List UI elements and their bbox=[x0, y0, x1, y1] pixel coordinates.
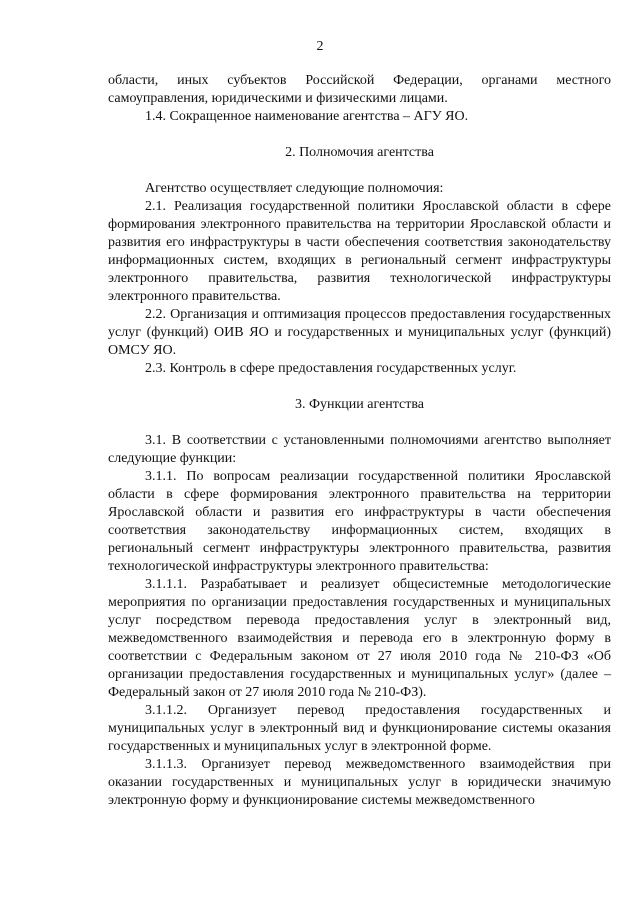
paragraph: 3.1.1.3. Организует перевод межведомственного взаимодействия при оказании государственных и муниципальных услуг в юридически значимую электронную форму и функционирование системы межведомственного bbox=[108, 757, 611, 808]
paragraph: 3.1.1.2. Организует перевод предоставления государственных и муниципальных услуг в электронный вид и функционирование системы оказания государственных и муниципальных услуг в электронной форме. bbox=[108, 703, 611, 754]
paragraph: 3.1.1. По вопросам реализации государственной политики Ярославской области в сфере формирования электронного правительства на территории Ярославской области и развития его инфраструктуры в части обеспечения соответствия законодательству информационных систем, входящих в региональный сегмент инфраструктуры электронного правительства, развития технологической инфраструктуры электронного правительства: bbox=[108, 469, 611, 574]
document-body bbox=[108, 72, 611, 810]
section-heading: 2. Полномочия агентства bbox=[285, 145, 434, 160]
paragraph: Агентство осуществляет следующие полномочия: bbox=[145, 181, 444, 196]
paragraph: 2.1. Реализация государственной политики Ярославской области в сфере формирования электронного правительства на территории Ярославской области и развития его инфраструктуры в части обеспечения соответствия законодательству информационных систем, входящих в региональный сегмент инфраструктуры электронного правительства, развития технологической инфраструктуры электронного правительства. bbox=[108, 199, 611, 304]
paragraph: области, иных субъектов Российской Федерации, органами местного самоуправления, юридическими и физическими лицами. bbox=[108, 73, 611, 106]
paragraph: 2.2. Организация и оптимизация процессов предоставления государственных услуг (функций) ОИВ ЯО и государственных и муниципальных услуг (функций) ОМСУ ЯО. bbox=[108, 307, 611, 358]
paragraph: 2.3. Контроль в сфере предоставления государственных услуг. bbox=[145, 361, 517, 376]
paragraph: 3.1. В соответствии с установленными полномочиями агентство выполняет следующие функции: bbox=[108, 433, 611, 466]
section-heading: 3. Функции агентства bbox=[294, 397, 425, 412]
page-number: 2 bbox=[316, 39, 324, 54]
paragraph: 1.4. Сокращенное наименование агентства – АГУ ЯО. bbox=[145, 109, 469, 124]
paragraph: 3.1.1.1. Разрабатывает и реализует общесистемные методологические мероприятия по организации предоставления государственных и муниципальных услуг посредством перевода предоставления услуг в электронный вид, межведомственного взаимодействия и перевода его в электронную форму в соответствии с Федеральным законом от 27 июля 2010 года № 210-ФЗ «Об организации предоставления государственных и муниципальных услуг» (далее – Федеральный закон от 27 июля 2010 года № 210-ФЗ). bbox=[108, 577, 611, 700]
